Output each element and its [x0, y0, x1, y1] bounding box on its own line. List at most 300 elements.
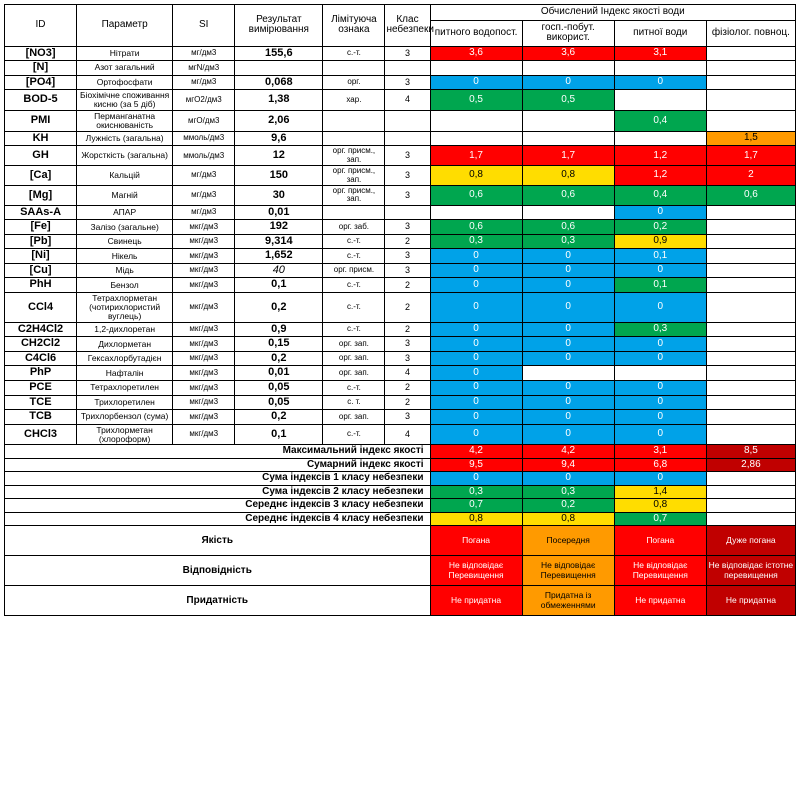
summary-value-1: 0 — [522, 472, 614, 486]
cell-id: [Fe] — [5, 220, 77, 235]
cell-limit: орг. — [323, 75, 385, 90]
summary-value-2: 1,4 — [614, 485, 706, 499]
cell-klass: 3 — [385, 46, 430, 61]
cell-klass — [385, 61, 430, 76]
cell-index-1 — [522, 366, 614, 381]
summary-value-1: 4,2 — [522, 445, 614, 459]
cell-si: мгО2/дм3 — [173, 90, 235, 111]
cell-param: Перманганатна окиснюваність — [77, 110, 173, 131]
verdict-value-3: Не відповідає істотне перевищення — [706, 556, 795, 586]
cell-result: 2,06 — [235, 110, 323, 131]
header-row-1 — [5, 5, 796, 21]
cell-index-3 — [706, 220, 795, 235]
cell-index-0 — [430, 205, 522, 220]
table-row — [5, 185, 796, 205]
cell-index-3 — [706, 90, 795, 111]
col-si: SI — [173, 5, 235, 47]
cell-result: 1,652 — [235, 249, 323, 264]
summary-row — [5, 458, 796, 472]
cell-param: Залізо (загальне) — [77, 220, 173, 235]
cell-index-2: 0,2 — [614, 220, 706, 235]
col-sub-household: госп.-побут. використ. — [522, 20, 614, 46]
cell-param: Дихлорметан — [77, 337, 173, 352]
table-row — [5, 322, 796, 337]
table-row — [5, 249, 796, 264]
table-row — [5, 46, 796, 61]
cell-result: 9,6 — [235, 131, 323, 146]
cell-id: PhH — [5, 278, 77, 293]
cell-index-3 — [706, 395, 795, 410]
cell-index-3: 0,6 — [706, 185, 795, 205]
cell-limit: с.-т. — [323, 278, 385, 293]
summary-value-2: 0,8 — [614, 499, 706, 513]
cell-index-0: 0,6 — [430, 185, 522, 205]
cell-index-3 — [706, 75, 795, 90]
cell-index-0: 0,8 — [430, 166, 522, 186]
cell-id: CH2Cl2 — [5, 337, 77, 352]
cell-limit — [323, 131, 385, 146]
cell-klass: 3 — [385, 249, 430, 264]
cell-index-0: 0 — [430, 380, 522, 395]
cell-si: мкг/дм3 — [173, 234, 235, 249]
verdict-value-2: Не придатна — [614, 586, 706, 616]
cell-index-2 — [614, 366, 706, 381]
cell-klass: 2 — [385, 278, 430, 293]
cell-klass: 4 — [385, 90, 430, 111]
table-row — [5, 220, 796, 235]
cell-klass: 2 — [385, 234, 430, 249]
cell-index-2: 0 — [614, 424, 706, 445]
cell-index-2: 0,4 — [614, 110, 706, 131]
cell-result: 0,01 — [235, 205, 323, 220]
cell-limit: орг. заб. — [323, 220, 385, 235]
cell-index-0: 0 — [430, 366, 522, 381]
cell-index-2: 0,1 — [614, 278, 706, 293]
table-row — [5, 380, 796, 395]
summary-value-2: 3,1 — [614, 445, 706, 459]
cell-index-1: 0 — [522, 337, 614, 352]
cell-index-3 — [706, 278, 795, 293]
cell-index-0: 0 — [430, 424, 522, 445]
cell-index-3 — [706, 293, 795, 323]
summary-value-3 — [706, 472, 795, 486]
cell-limit: хар. — [323, 90, 385, 111]
summary-value-2: 0,7 — [614, 512, 706, 526]
cell-result: 0,05 — [235, 395, 323, 410]
cell-si: ммоль/дм3 — [173, 146, 235, 166]
cell-index-1: 0 — [522, 395, 614, 410]
cell-param: Трихлорметан (хлороформ) — [77, 424, 173, 445]
cell-result: 0,15 — [235, 337, 323, 352]
cell-index-1: 0,6 — [522, 185, 614, 205]
cell-klass — [385, 110, 430, 131]
table-row — [5, 61, 796, 76]
cell-index-3 — [706, 424, 795, 445]
cell-index-3 — [706, 366, 795, 381]
cell-id: PMI — [5, 110, 77, 131]
cell-result: 0,2 — [235, 351, 323, 366]
summary-value-2: 0 — [614, 472, 706, 486]
cell-index-0: 0 — [430, 75, 522, 90]
cell-index-2 — [614, 90, 706, 111]
cell-index-1: 0 — [522, 263, 614, 278]
table-row — [5, 424, 796, 445]
cell-index-3 — [706, 249, 795, 264]
summary-value-0: 0 — [430, 472, 522, 486]
table-row — [5, 410, 796, 425]
cell-result: 0,1 — [235, 424, 323, 445]
cell-klass: 3 — [385, 337, 430, 352]
cell-index-2: 0 — [614, 263, 706, 278]
cell-limit: орг. зап. — [323, 410, 385, 425]
table-row — [5, 351, 796, 366]
cell-index-1 — [522, 110, 614, 131]
cell-index-2: 0,4 — [614, 185, 706, 205]
summary-row — [5, 485, 796, 499]
cell-param: Гексахлорбутадієн — [77, 351, 173, 366]
cell-limit: с.-т. — [323, 424, 385, 445]
cell-param: Нікель — [77, 249, 173, 264]
cell-index-1: 0 — [522, 278, 614, 293]
cell-param: Азот загальний — [77, 61, 173, 76]
cell-index-0 — [430, 61, 522, 76]
summary-label: Максимальний індекс якості — [5, 445, 431, 459]
summary-value-3 — [706, 499, 795, 513]
cell-result: 0,9 — [235, 322, 323, 337]
cell-si: мкг/дм3 — [173, 380, 235, 395]
cell-limit: орг. зап. — [323, 366, 385, 381]
cell-index-2: 0 — [614, 293, 706, 323]
cell-index-1 — [522, 205, 614, 220]
cell-index-2: 0 — [614, 351, 706, 366]
summary-row — [5, 512, 796, 526]
cell-index-2: 0 — [614, 205, 706, 220]
cell-index-1: 1,7 — [522, 146, 614, 166]
cell-param: Лужність (загальна) — [77, 131, 173, 146]
cell-index-1: 0 — [522, 351, 614, 366]
cell-si: мгN/дм3 — [173, 61, 235, 76]
cell-klass: 4 — [385, 424, 430, 445]
cell-si: мг/дм3 — [173, 185, 235, 205]
cell-si: мкг/дм3 — [173, 278, 235, 293]
cell-si: мкг/дм3 — [173, 410, 235, 425]
cell-limit: с.-т. — [323, 380, 385, 395]
cell-index-2: 0 — [614, 395, 706, 410]
cell-param: Ортофосфати — [77, 75, 173, 90]
cell-param: АПАР — [77, 205, 173, 220]
cell-id: GH — [5, 146, 77, 166]
verdict-value-1: Придатна із обмеженнями — [522, 586, 614, 616]
table-row — [5, 337, 796, 352]
verdict-value-3: Дуже погана — [706, 526, 795, 556]
cell-klass: 2 — [385, 293, 430, 323]
cell-limit: орг. зап. — [323, 337, 385, 352]
cell-limit — [323, 110, 385, 131]
cell-result: 0,2 — [235, 410, 323, 425]
cell-klass — [385, 131, 430, 146]
cell-index-1 — [522, 61, 614, 76]
cell-limit: орг. присм., зап. — [323, 166, 385, 186]
cell-param: Нітрати — [77, 46, 173, 61]
summary-row — [5, 499, 796, 513]
cell-result: 0,068 — [235, 75, 323, 90]
cell-param: Бензол — [77, 278, 173, 293]
table-row — [5, 293, 796, 323]
cell-si: мгО/дм3 — [173, 110, 235, 131]
cell-result: 150 — [235, 166, 323, 186]
summary-value-3: 2,86 — [706, 458, 795, 472]
cell-param: 1,2-дихлоретан — [77, 322, 173, 337]
cell-klass: 3 — [385, 166, 430, 186]
verdict-value-0: Погана — [430, 526, 522, 556]
cell-index-1: 0 — [522, 424, 614, 445]
table-row — [5, 278, 796, 293]
cell-index-2: 0,3 — [614, 322, 706, 337]
cell-index-3 — [706, 205, 795, 220]
cell-index-3 — [706, 351, 795, 366]
summary-label: Сумарний індекс якості — [5, 458, 431, 472]
cell-limit: орг. присм. — [323, 263, 385, 278]
cell-si: мкг/дм3 — [173, 263, 235, 278]
cell-limit: орг. зап. — [323, 351, 385, 366]
cell-index-2: 0 — [614, 410, 706, 425]
summary-row — [5, 472, 796, 486]
summary-value-3 — [706, 485, 795, 499]
col-param: Параметр — [77, 5, 173, 47]
cell-id: PCE — [5, 380, 77, 395]
cell-id: [Ca] — [5, 166, 77, 186]
cell-limit: с.-т. — [323, 46, 385, 61]
cell-id: SAAs-A — [5, 205, 77, 220]
cell-id: CCl4 — [5, 293, 77, 323]
cell-klass: 2 — [385, 380, 430, 395]
col-sub-physiological: фізіолог. повноц. — [706, 20, 795, 46]
table-row — [5, 234, 796, 249]
cell-index-0: 0,6 — [430, 220, 522, 235]
cell-index-1: 0,5 — [522, 90, 614, 111]
cell-index-3 — [706, 410, 795, 425]
cell-result: 155,6 — [235, 46, 323, 61]
cell-limit: орг. присм., зап. — [323, 185, 385, 205]
cell-index-1 — [522, 131, 614, 146]
cell-id: TCE — [5, 395, 77, 410]
cell-id: TCB — [5, 410, 77, 425]
cell-klass: 3 — [385, 146, 430, 166]
cell-index-1: 0,8 — [522, 166, 614, 186]
cell-param: Трихлоретилен — [77, 395, 173, 410]
cell-id: [NO3] — [5, 46, 77, 61]
cell-id: C4Cl6 — [5, 351, 77, 366]
cell-limit — [323, 205, 385, 220]
summary-value-1: 0,8 — [522, 512, 614, 526]
verdict-row — [5, 586, 796, 616]
cell-si: мг/дм3 — [173, 46, 235, 61]
cell-si: ммоль/дм3 — [173, 131, 235, 146]
summary-value-0: 4,2 — [430, 445, 522, 459]
cell-index-3 — [706, 263, 795, 278]
table-row — [5, 90, 796, 111]
verdict-value-1: Посередня — [522, 526, 614, 556]
cell-index-0: 3,6 — [430, 46, 522, 61]
cell-si: мкг/дм3 — [173, 366, 235, 381]
cell-index-2 — [614, 61, 706, 76]
cell-index-0: 0 — [430, 293, 522, 323]
col-sub-drinking-water: питної води — [614, 20, 706, 46]
cell-klass: 3 — [385, 263, 430, 278]
cell-param: Свинець — [77, 234, 173, 249]
cell-id: C2H4Cl2 — [5, 322, 77, 337]
cell-index-2 — [614, 131, 706, 146]
table-row — [5, 146, 796, 166]
summary-label: Сума індексів 1 класу небезпеки — [5, 472, 431, 486]
cell-index-3 — [706, 46, 795, 61]
cell-klass: 3 — [385, 185, 430, 205]
summary-value-3 — [706, 512, 795, 526]
cell-result: 12 — [235, 146, 323, 166]
cell-result: 0,01 — [235, 366, 323, 381]
col-result: Результат вимірювання — [235, 5, 323, 47]
cell-klass: 3 — [385, 220, 430, 235]
summary-value-0: 0,7 — [430, 499, 522, 513]
cell-index-0: 0 — [430, 410, 522, 425]
cell-si: мкг/дм3 — [173, 337, 235, 352]
summary-value-3: 8,5 — [706, 445, 795, 459]
cell-klass: 3 — [385, 410, 430, 425]
cell-index-3 — [706, 322, 795, 337]
cell-index-1: 0 — [522, 293, 614, 323]
cell-index-3 — [706, 380, 795, 395]
cell-id: BOD-5 — [5, 90, 77, 111]
summary-value-0: 0,8 — [430, 512, 522, 526]
cell-limit: с.-т. — [323, 322, 385, 337]
cell-result: 9,314 — [235, 234, 323, 249]
cell-index-0: 0,3 — [430, 234, 522, 249]
verdict-value-2: Не відповідає Перевищення — [614, 556, 706, 586]
cell-index-0: 0 — [430, 351, 522, 366]
cell-limit: с.-т. — [323, 249, 385, 264]
cell-result: 0,05 — [235, 380, 323, 395]
cell-index-1: 0 — [522, 249, 614, 264]
cell-result: 30 — [235, 185, 323, 205]
summary-label: Середнє індексів 3 класу небезпеки — [5, 499, 431, 513]
cell-index-3: 1,5 — [706, 131, 795, 146]
cell-index-3 — [706, 234, 795, 249]
cell-index-0: 0,5 — [430, 90, 522, 111]
cell-si: мг/дм3 — [173, 205, 235, 220]
cell-klass — [385, 205, 430, 220]
cell-index-3 — [706, 61, 795, 76]
cell-si: мкг/дм3 — [173, 424, 235, 445]
cell-index-1: 0 — [522, 410, 614, 425]
summary-value-0: 0,3 — [430, 485, 522, 499]
table-row — [5, 395, 796, 410]
cell-limit: с. т. — [323, 395, 385, 410]
cell-id: [Pb] — [5, 234, 77, 249]
cell-index-1: 0 — [522, 75, 614, 90]
cell-param: Магній — [77, 185, 173, 205]
cell-klass: 2 — [385, 322, 430, 337]
cell-result: 40 — [235, 263, 323, 278]
cell-index-0: 0 — [430, 263, 522, 278]
cell-index-0: 0 — [430, 337, 522, 352]
cell-result: 192 — [235, 220, 323, 235]
cell-index-0: 0 — [430, 322, 522, 337]
cell-index-3 — [706, 110, 795, 131]
cell-id: [Mg] — [5, 185, 77, 205]
verdict-value-1: Не відповідає Перевищення — [522, 556, 614, 586]
water-quality-table — [4, 4, 796, 616]
col-limit: Лімітуюча ознака — [323, 5, 385, 47]
cell-klass: 4 — [385, 366, 430, 381]
cell-index-2: 1,2 — [614, 166, 706, 186]
verdict-value-2: Погана — [614, 526, 706, 556]
cell-param: Трихлорбензол (сума) — [77, 410, 173, 425]
summary-value-1: 0,2 — [522, 499, 614, 513]
cell-result: 0,1 — [235, 278, 323, 293]
cell-param: Мідь — [77, 263, 173, 278]
cell-id: [Ni] — [5, 249, 77, 264]
cell-klass: 3 — [385, 351, 430, 366]
verdict-value-0: Не відповідає Перевищення — [430, 556, 522, 586]
cell-index-3: 1,7 — [706, 146, 795, 166]
cell-si: мкг/дм3 — [173, 395, 235, 410]
cell-id: [PO4] — [5, 75, 77, 90]
cell-id: [N] — [5, 61, 77, 76]
cell-param: Тетрахлорметан (чотирихлористий вуглець) — [77, 293, 173, 323]
cell-param: Кальцій — [77, 166, 173, 186]
cell-result: 1,38 — [235, 90, 323, 111]
table-row — [5, 75, 796, 90]
verdict-label: Придатність — [5, 586, 431, 616]
cell-index-1: 0,6 — [522, 220, 614, 235]
summary-row — [5, 445, 796, 459]
cell-index-2: 1,2 — [614, 146, 706, 166]
col-sub-drinking-supply: питного водопост. — [430, 20, 522, 46]
cell-index-1: 0,3 — [522, 234, 614, 249]
summary-label: Сума індексів 2 класу небезпеки — [5, 485, 431, 499]
cell-result — [235, 61, 323, 76]
table-row — [5, 366, 796, 381]
verdict-row — [5, 526, 796, 556]
cell-si: мкг/дм3 — [173, 220, 235, 235]
cell-index-3: 2 — [706, 166, 795, 186]
verdict-label: Відповідність — [5, 556, 431, 586]
verdict-row — [5, 556, 796, 586]
cell-param: Жорсткість (загальна) — [77, 146, 173, 166]
cell-si: мг/дм3 — [173, 75, 235, 90]
cell-limit — [323, 61, 385, 76]
summary-value-0: 9,5 — [430, 458, 522, 472]
cell-param: Тетрахлоретилен — [77, 380, 173, 395]
summary-value-1: 0,3 — [522, 485, 614, 499]
cell-si: мкг/дм3 — [173, 293, 235, 323]
cell-index-0 — [430, 110, 522, 131]
cell-index-1: 3,6 — [522, 46, 614, 61]
cell-index-2: 0,9 — [614, 234, 706, 249]
cell-index-2: 0 — [614, 337, 706, 352]
cell-si: мкг/дм3 — [173, 322, 235, 337]
summary-label: Середнє індексів 4 класу небезпеки — [5, 512, 431, 526]
summary-value-2: 6,8 — [614, 458, 706, 472]
cell-index-0: 1,7 — [430, 146, 522, 166]
cell-index-0: 0 — [430, 395, 522, 410]
cell-klass: 3 — [385, 75, 430, 90]
cell-index-0: 0 — [430, 249, 522, 264]
cell-id: PhP — [5, 366, 77, 381]
table-body — [5, 46, 796, 616]
col-klass: Клас небезпеки — [385, 5, 430, 47]
table-row — [5, 131, 796, 146]
